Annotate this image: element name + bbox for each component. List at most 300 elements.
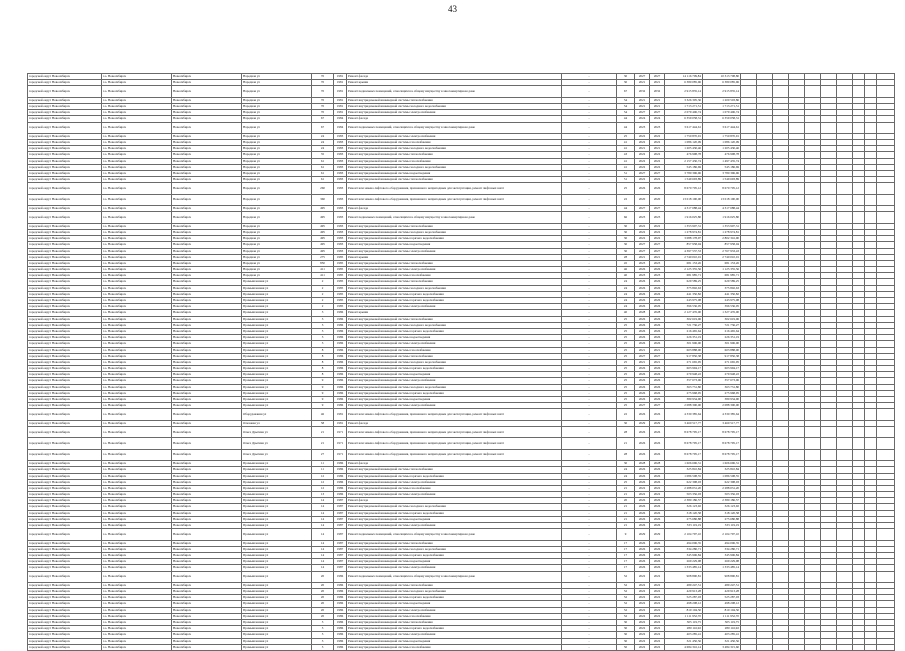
cell-cost-fund: 1 750 870,91 <box>703 133 741 139</box>
cell-year-start: 2026 <box>635 183 650 194</box>
cell-locality-type: г.о. Новосибирск <box>102 353 172 359</box>
cell-empty <box>877 122 895 133</box>
cell-cost-fund: 857 958,04 <box>703 242 741 248</box>
cell-empty <box>865 529 877 540</box>
cell-work-type: Ремонт внутридомовой инженерной системы горячего водоснабжения <box>347 366 562 372</box>
cell-cost-total: 8 678 795,17 <box>665 426 703 437</box>
cell-dash: - <box>562 110 617 116</box>
cell-dash: - <box>562 632 617 638</box>
cell-dash: - <box>562 267 617 273</box>
cell-cost-total: 4 317 688,44 <box>665 206 703 212</box>
cell-empty <box>773 86 789 97</box>
cell-empty <box>789 122 805 133</box>
cell-work-type: Ремонт внутридомовой инженерной системы теплоснабжения <box>347 467 562 473</box>
cell-city: Новосибирск <box>172 449 242 460</box>
cell-dash: - <box>562 461 617 467</box>
cell-house: 411 <box>312 273 334 279</box>
cell-city: Новосибирск <box>172 279 242 285</box>
cell-dash: - <box>562 279 617 285</box>
cell-cost-total: 14 116 709,84 <box>665 74 703 80</box>
cell-cost-total: 525 287,03 <box>665 595 703 601</box>
cell-region: городской округ Новосибирск <box>28 607 102 613</box>
cell-term: 28 <box>617 449 635 460</box>
cell-year: 1983 <box>334 194 347 205</box>
cell-year-start: 2021 <box>635 97 650 103</box>
cell-house: 3 <box>312 322 334 328</box>
cell-work-type: Ремонт внутридомовой инженерной системы электроснабжения <box>347 304 562 310</box>
cell-cost-fund: 318 120,58 <box>703 510 741 516</box>
cell-term: 25 <box>617 316 635 322</box>
cell-empty <box>789 212 805 223</box>
cell-cost-fund: 1 713 271,51 <box>703 103 741 109</box>
cell-empty <box>877 644 895 650</box>
cell-term: 30 <box>617 236 635 242</box>
cell-term: 20 <box>617 498 635 504</box>
cell-locality-type: г.о. Новосибирск <box>102 384 172 390</box>
cell-year-end: 2026 <box>650 378 665 384</box>
cell-city: Новосибирск <box>172 152 242 158</box>
cell-region: городской округ Новосибирск <box>28 133 102 139</box>
cell-cost-fund: 476 998,78 <box>703 152 741 158</box>
cell-work-type: Ремонт внутридомовой инженерной системы электроснабжения <box>347 133 562 139</box>
cell-year: 1986 <box>334 359 347 365</box>
cell-city: Новосибирск <box>172 164 242 170</box>
cell-work-type: Ремонт внутридомовой инженерной системы горячего водоснабжения <box>347 473 562 479</box>
cell-dash: - <box>562 152 617 158</box>
cell-dash: - <box>562 310 617 316</box>
cell-year: 1986 <box>334 347 347 353</box>
cell-city: Новосибирск <box>172 589 242 595</box>
cell-empty <box>773 122 789 133</box>
cell-year-end: 2021 <box>650 80 665 86</box>
cell-cost-fund: 429 913,28 <box>703 589 741 595</box>
cell-city: Новосибирск <box>172 504 242 510</box>
cell-term: 21 <box>617 485 635 491</box>
cell-year: 1981 <box>334 420 347 426</box>
cell-house: 495 <box>312 236 334 242</box>
cell-term: 25 <box>617 335 635 341</box>
cell-house: 14 <box>312 565 334 571</box>
cell-term: 30 <box>617 632 635 638</box>
cell-year-end: 2026 <box>650 316 665 322</box>
cell-region: городской округ Новосибирск <box>28 74 102 80</box>
cell-work-type: Ремонт или замена лифтового оборудования, признанного непригодным для эксплуатации, ремонт лифтовых шахт <box>347 449 562 460</box>
cell-city: Новосибирск <box>172 133 242 139</box>
cell-empty <box>853 644 865 650</box>
cell-empty <box>837 122 853 133</box>
cell-empty <box>741 409 757 420</box>
cell-street: Народная ул <box>242 80 312 86</box>
cell-dash: - <box>562 510 617 516</box>
cell-empty <box>837 571 853 582</box>
cell-empty <box>821 571 837 582</box>
cell-dash: - <box>562 223 617 229</box>
cell-empty <box>773 529 789 540</box>
table-row <box>28 426 895 437</box>
cell-city: Новосибирск <box>172 638 242 644</box>
cell-year-end: 2022 <box>650 595 665 601</box>
cell-work-type: Ремонт внутридомовой инженерной системы электроснабжения <box>347 607 562 613</box>
cell-city: Новосибирск <box>172 582 242 588</box>
cell-city: Новосибирск <box>172 254 242 260</box>
cell-term: 25 <box>617 479 635 485</box>
cell-region: городской округ Новосибирск <box>28 510 102 516</box>
cell-cost-fund: 363 731,80 <box>703 384 741 390</box>
cell-year-end: 2023 <box>650 122 665 133</box>
cell-street: Промышленная ул <box>242 298 312 304</box>
cell-year-start: 2027 <box>635 248 650 254</box>
cell-locality-type: г.о. Новосибирск <box>102 254 172 260</box>
table-row <box>28 122 895 133</box>
cell-dash: - <box>562 420 617 426</box>
cell-year-end: 2023 <box>650 260 665 266</box>
cell-dash: - <box>562 316 617 322</box>
page-number: 43 <box>448 4 457 14</box>
cell-house: 11 <box>312 461 334 467</box>
cell-year-start: 2026 <box>635 565 650 571</box>
cell-region: городской округ Новосибирск <box>28 529 102 540</box>
cell-year-start: 2023 <box>635 122 650 133</box>
cell-empty <box>877 86 895 97</box>
cell-street: Промышленная ул <box>242 316 312 322</box>
cell-dash: - <box>562 242 617 248</box>
cell-cost-total: 318 120,58 <box>665 510 703 516</box>
cell-cost-fund: 1 606 696,31 <box>703 461 741 467</box>
cell-empty <box>821 183 837 194</box>
cell-year-end: 2021 <box>650 254 665 260</box>
cell-year: 1986 <box>334 335 347 341</box>
cell-year-start: 2027 <box>635 353 650 359</box>
cell-year: 1987 <box>334 546 347 552</box>
cell-year-end: 2022 <box>650 164 665 170</box>
cell-locality-type: г.о. Новосибирск <box>102 133 172 139</box>
cell-year-start: 2026 <box>635 285 650 291</box>
cell-cost-total: 301 906,00 <box>665 341 703 347</box>
cell-locality-type: г.о. Новосибирск <box>102 316 172 322</box>
cell-house: 3 <box>312 310 334 316</box>
cell-street: Промышленная ул <box>242 559 312 565</box>
cell-year-end: 2026 <box>650 366 665 372</box>
cell-work-type: Ремонт внутридомовой инженерной системы теплоснабжения <box>347 223 562 229</box>
cell-dash: - <box>562 582 617 588</box>
cell-year-end: 2026 <box>650 285 665 291</box>
cell-street: Промышленная ул <box>242 322 312 328</box>
cell-cost-total: 2 740 010,01 <box>665 254 703 260</box>
cell-term: 40 <box>617 273 635 279</box>
cell-dash: - <box>562 492 617 498</box>
cell-year-start: 2026 <box>635 384 650 390</box>
cell-year-end: 2022 <box>650 638 665 644</box>
cell-term: 25 <box>617 133 635 139</box>
cell-dash: - <box>562 229 617 235</box>
cell-dash: - <box>562 140 617 146</box>
cell-year-end: 2023 <box>650 212 665 223</box>
cell-locality-type: г.о. Новосибирск <box>102 110 172 116</box>
cell-empty <box>741 122 757 133</box>
cell-term: 43 <box>617 152 635 158</box>
cell-year: 1981 <box>334 110 347 116</box>
cell-cost-total: 622 398,03 <box>665 479 703 485</box>
cell-cost-total: 243 975,08 <box>665 298 703 304</box>
cell-cost-total: 908 890,81 <box>665 571 703 582</box>
cell-empty <box>789 529 805 540</box>
cell-year-start: 2027 <box>635 110 650 116</box>
cell-cost-fund: 489 247,51 <box>703 582 741 588</box>
cell-region: городской округ Новосибирск <box>28 171 102 177</box>
cell-year: 1983 <box>334 236 347 242</box>
cell-cost-fund: 1 549 693,89 <box>703 177 741 183</box>
cell-region: городской округ Новосибирск <box>28 403 102 409</box>
cell-city: Новосибирск <box>172 110 242 116</box>
cell-empty <box>877 571 895 582</box>
cell-house: 14 <box>312 516 334 522</box>
cell-year: 1983 <box>334 140 347 146</box>
cell-locality-type: г.о. Новосибирск <box>102 426 172 437</box>
cell-house: 61 <box>312 177 334 183</box>
cell-cost-fund: 4 330 385,64 <box>703 409 741 420</box>
cell-dash: - <box>562 485 617 491</box>
cell-locality-type: г.о. Новосибирск <box>102 212 172 223</box>
cell-cost-total: 3 326 305,36 <box>665 97 703 103</box>
cell-city: Новосибирск <box>172 260 242 266</box>
cell-year-start: 2029 <box>635 529 650 540</box>
cell-term: 24 <box>617 285 635 291</box>
cell-year: 1985 <box>334 260 347 266</box>
cell-work-type: Ремонт внутридомовой инженерной системы теплоснабжения <box>347 279 562 285</box>
cell-region: городской округ Новосибирск <box>28 595 102 601</box>
cell-street: Народная ул <box>242 74 312 80</box>
cell-empty <box>853 212 865 223</box>
cell-term: 41 <box>617 146 635 152</box>
cell-term: 21 <box>617 504 635 510</box>
cell-cost-fund: 1 916 025,80 <box>703 212 741 223</box>
cell-locality-type: г.о. Новосибирск <box>102 595 172 601</box>
cell-dash: - <box>562 80 617 86</box>
cell-term: 22 <box>617 194 635 205</box>
cell-cost-total: 396 536,05 <box>665 304 703 310</box>
cell-cost-total: 280 116,92 <box>665 626 703 632</box>
cell-cost-total: 363 731,80 <box>665 384 703 390</box>
cell-year-end: 2022 <box>650 152 665 158</box>
cell-year: 1986 <box>334 626 347 632</box>
table-row <box>28 438 895 449</box>
cell-cost-total: 3 780 396,96 <box>665 171 703 177</box>
cell-work-type: Ремонт или замена лифтового оборудования, признанного непригодным для эксплуатации, ремонт лифтовых шахт <box>347 194 562 205</box>
cell-street: Промышленная ул <box>242 552 312 558</box>
cell-house: 8 <box>312 372 334 378</box>
cell-year-start: 2022 <box>635 485 650 491</box>
cell-empty <box>853 409 865 420</box>
cell-empty <box>773 409 789 420</box>
cell-house: 20 <box>312 595 334 601</box>
cell-year-end: 2029 <box>650 529 665 540</box>
cell-cost-fund: 334 280,71 <box>703 546 741 552</box>
cell-locality-type: г.о. Новосибирск <box>102 366 172 372</box>
cell-empty <box>853 86 865 97</box>
cell-house: 850 <box>312 260 334 266</box>
cell-work-type: Ремонт внутридомовой инженерной системы электроснабжения <box>347 523 562 529</box>
cell-cost-total: 3 088 178,97 <box>665 236 703 242</box>
cell-locality-type: г.о. Новосибирск <box>102 304 172 310</box>
cell-empty <box>789 183 805 194</box>
cell-empty <box>853 122 865 133</box>
cell-region: городской округ Новосибирск <box>28 291 102 297</box>
cell-locality-type: г.о. Новосибирск <box>102 644 172 650</box>
cell-locality-type: г.о. Новосибирск <box>102 492 172 498</box>
cell-cost-total: 2 088 300,00 <box>665 403 703 409</box>
cell-region: городской округ Новосибирск <box>28 638 102 644</box>
cell-year: 1985 <box>334 298 347 304</box>
cell-work-type: Ремонт подвальных помещений, относящихся к общему имуществу в многоквартирном доме <box>347 571 562 582</box>
cell-year-end: 2026 <box>650 559 665 565</box>
cell-cost-fund: 8 670 705,12 <box>703 183 741 194</box>
cell-house: 2 <box>312 279 334 285</box>
cell-street: Промышленная ул <box>242 529 312 540</box>
cell-year-end: 2022 <box>650 140 665 146</box>
cell-cost-total: 2 104 797,10 <box>665 529 703 540</box>
cell-locality-type: г.о. Новосибирск <box>102 409 172 420</box>
cell-street: Ольга Дрыгина ул <box>242 438 312 449</box>
cell-work-type: Ремонт внутридомовой инженерной системы электроснабжения <box>347 267 562 273</box>
cell-house: 14 <box>312 504 334 510</box>
cell-empty <box>877 426 895 437</box>
cell-city: Новосибирск <box>172 565 242 571</box>
cell-cost-fund: 917 850,38 <box>703 353 741 359</box>
cell-cost-fund: 1 278 974,81 <box>703 229 741 235</box>
cell-dash: - <box>562 103 617 109</box>
cell-empty <box>877 438 895 449</box>
cell-cost-total: 545 186,69 <box>665 164 703 170</box>
cell-region: городской округ Новосибирск <box>28 366 102 372</box>
cell-work-type: Ремонт внутридомовой инженерной системы теплоснабжения <box>347 540 562 546</box>
cell-year-start: 2026 <box>635 409 650 420</box>
cell-year: 1985 <box>334 254 347 260</box>
cell-cost-total: 403 285,41 <box>665 632 703 638</box>
cell-cost-fund: 721 736,27 <box>703 322 741 328</box>
cell-house: 67 <box>312 116 334 122</box>
cell-year-start: 2026 <box>635 552 650 558</box>
cell-street: Народная ул <box>242 194 312 205</box>
cell-locality-type: г.о. Новосибирск <box>102 559 172 565</box>
cell-region: городской округ Новосибирск <box>28 390 102 396</box>
cell-term: 30 <box>617 248 635 254</box>
cell-street: Промышленная ул <box>242 378 312 384</box>
cell-year: 1986 <box>334 397 347 403</box>
cell-locality-type: г.о. Новосибирск <box>102 467 172 473</box>
cell-region: городской округ Новосибирск <box>28 644 102 650</box>
cell-locality-type: г.о. Новосибирск <box>102 479 172 485</box>
cell-year: 1986 <box>334 571 347 582</box>
cell-year: 1986 <box>334 473 347 479</box>
cell-year: 1984 <box>334 122 347 133</box>
cell-dash: - <box>562 146 617 152</box>
cell-cost-fund: 441 350,82 <box>703 291 741 297</box>
cell-locality-type: г.о. Новосибирск <box>102 620 172 626</box>
cell-work-type: Ремонт подвальных помещений, относящихся к общему имуществу в многоквартирном доме <box>347 529 562 540</box>
cell-locality-type: г.о. Новосибирск <box>102 267 172 273</box>
cell-empty <box>821 449 837 460</box>
cell-locality-type: г.о. Новосибирск <box>102 97 172 103</box>
cell-cost-total: 275 968,95 <box>665 390 703 396</box>
cell-term: 25 <box>617 347 635 353</box>
cell-year-start: 2022 <box>635 582 650 588</box>
cell-street: Народная ул <box>242 206 312 212</box>
cell-term: 25 <box>617 397 635 403</box>
cell-empty <box>837 529 853 540</box>
cell-empty <box>837 194 853 205</box>
cell-dash: - <box>562 366 617 372</box>
cell-cost-fund: 603 888,00 <box>703 347 741 353</box>
cell-empty <box>821 644 837 650</box>
cell-street: Промышленная ул <box>242 504 312 510</box>
cell-cost-total: 721 736,27 <box>665 322 703 328</box>
cell-term: 25 <box>617 353 635 359</box>
cell-street: Народная ул <box>242 133 312 139</box>
cell-year-start: 2026 <box>635 523 650 529</box>
cell-cost-total: 4 330 385,64 <box>665 409 703 420</box>
table-row <box>28 449 895 460</box>
cell-region: городской округ Новосибирск <box>28 177 102 183</box>
cell-locality-type: г.о. Новосибирск <box>102 273 172 279</box>
cell-year-end: 2027 <box>650 171 665 177</box>
cell-street: Промышленная ул <box>242 632 312 638</box>
cell-empty <box>837 409 853 420</box>
cell-cost-fund: 2 088 300,00 <box>703 403 741 409</box>
cell-city: Новосибирск <box>172 540 242 546</box>
cell-locality-type: г.о. Новосибирск <box>102 80 172 86</box>
cell-year-end: 2021 <box>650 347 665 353</box>
cell-region: городской округ Новосибирск <box>28 152 102 158</box>
cell-house: 14 <box>312 546 334 552</box>
cell-locality-type: г.о. Новосибирск <box>102 372 172 378</box>
cell-street: Промышленная ул <box>242 492 312 498</box>
cell-house: 9 <box>312 403 334 409</box>
cell-house: 495 <box>312 206 334 212</box>
cell-region: городской округ Новосибирск <box>28 248 102 254</box>
cell-term: 52 <box>617 589 635 595</box>
cell-empty <box>757 212 773 223</box>
cell-year: 1986 <box>334 328 347 334</box>
cell-year-end: 2026 <box>650 341 665 347</box>
cell-year: 1985 <box>334 279 347 285</box>
cell-year: 1981 <box>334 97 347 103</box>
cell-empty <box>865 438 877 449</box>
cell-region: городской округ Новосибирск <box>28 449 102 460</box>
cell-street: Народная ул <box>242 86 312 97</box>
cell-cost-fund: 6 359 058,31 <box>703 116 741 122</box>
cell-city: Новосибирск <box>172 353 242 359</box>
cell-locality-type: г.о. Новосибирск <box>102 613 172 619</box>
cell-year: 1987 <box>334 510 347 516</box>
cell-house: 24 <box>312 146 334 152</box>
cell-year-end: 2022 <box>650 236 665 242</box>
cell-region: городской округ Новосибирск <box>28 122 102 133</box>
cell-city: Новосибирск <box>172 372 242 378</box>
cell-year: 1985 <box>334 285 347 291</box>
cell-year-start: 2026 <box>635 390 650 396</box>
cell-year: 1986 <box>334 620 347 626</box>
cell-year-start: 2026 <box>635 316 650 322</box>
cell-cost-fund: 8 678 795,17 <box>703 426 741 437</box>
cell-house: 11 <box>312 467 334 473</box>
cell-empty <box>877 529 895 540</box>
cell-term: 9 <box>617 529 635 540</box>
cell-locality-type: г.о. Новосибирск <box>102 248 172 254</box>
cell-dash: - <box>562 122 617 133</box>
cell-year-end: 2026 <box>650 504 665 510</box>
cell-work-type: Ремонт внутридомовой инженерной системы горячего водоснабжения <box>347 626 562 632</box>
cell-empty <box>741 438 757 449</box>
